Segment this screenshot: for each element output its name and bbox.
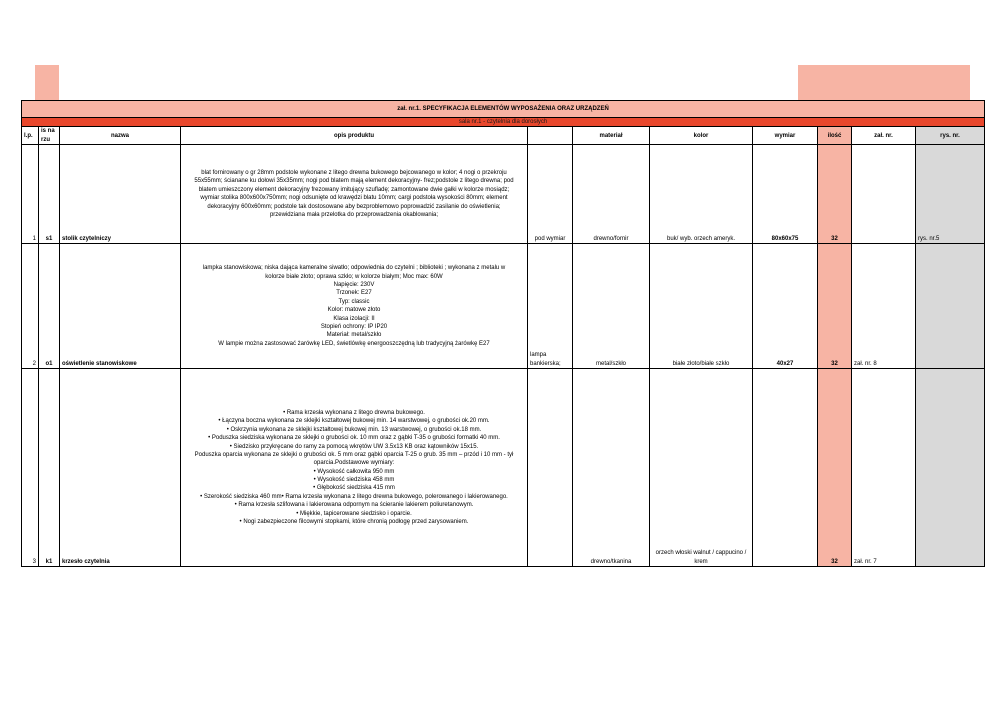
description-line: W lampie można zastosować żarówkę LED, świetlówkę energooszczędną lub tradycyjną żarówkę E27 <box>218 340 490 347</box>
row-dimension <box>753 369 818 567</box>
description-line: kolorze białe złoto; oprawa szkło; w kolorze białym; Moc max: 60W <box>265 273 443 280</box>
description-line: Klasa izolacji: II <box>333 315 375 322</box>
row-symbol: k1 <box>39 369 60 567</box>
row-dimension: 80x60x75 <box>753 145 818 244</box>
description-line: Materiał: metal/szkło <box>326 332 382 339</box>
row-attachment <box>852 145 916 244</box>
row-description <box>181 369 528 567</box>
description-line: • Miękkie, tapicerowane siedzisko i oparcie. <box>296 510 412 517</box>
header-tab-right <box>798 65 970 100</box>
col-header-symbol: is na rzu <box>39 127 60 145</box>
row-drawing: rys. nr.5 <box>916 145 985 244</box>
row-attachment: zał. nr. 7 <box>852 369 916 567</box>
column-header-row <box>22 127 985 145</box>
col-header-drawing: rys. nr. <box>916 127 985 145</box>
row-drawing <box>916 244 985 369</box>
row-name: stolik czytelniczy <box>60 145 181 244</box>
description-line: • Oskrzynia wykonana ze sklejki kształtowej bukowej min. 13 warstwowej, o grubości ok.18 mm. <box>226 426 482 433</box>
description-line: Typ: classic <box>338 298 370 305</box>
description-line: Stopień ochrony: IP IP20 <box>320 323 388 330</box>
row-lp: 1 <box>22 145 39 244</box>
description-line: lampka stanowiskowa; niska dająca kameralne siwatło; odpowiednia do czytelni ; biblioteki ; wykonana z metalu w <box>202 265 506 272</box>
row-color: orzech włoski walnut / cappucino / krem <box>650 369 753 567</box>
row-material: metal/szkło <box>573 244 650 369</box>
description-line: • Wysokość całkowita 950 mm <box>313 468 395 475</box>
description-line: • Siedzisko przykręcane do ramy za pomocą wkrętów UW 3.5x13 KB oraz kątowników 15x15. <box>229 443 479 450</box>
col-header-description: opis produktu <box>181 127 528 145</box>
specification-table <box>21 100 985 567</box>
description-line: Napięcie: 230V <box>333 282 375 288</box>
description-line: • Szerokość siedziska 460 mm• Rama krzesła wykonana z litego drewna bukowego, polerowanego i lakierowanego. <box>200 493 508 500</box>
description-line: oparcia.Podstawowe wymiary: <box>313 460 395 467</box>
section-header: sala nr.1 - czytelnia dla dorosłych <box>22 118 985 127</box>
row-material: drewno/tkanina <box>573 369 650 567</box>
row-dimension: 40x27 <box>753 244 818 369</box>
description-line: • Głębokość siedziska 415 mm <box>313 485 395 492</box>
description-line: 55x55mm; ścianane ku dołowi 35x35mm; nogi pod blatem mają element dekoracyjny- frez;podstole z litego drewna; pod <box>194 178 514 185</box>
header-tab-left <box>35 65 59 100</box>
row-description <box>181 145 528 244</box>
description-line: przewidziana mała przelotka do przeprowadzenia okablowania; <box>269 211 439 218</box>
description-line: blat fornirowany o gr 28mm podstole wykonane z litego drewna bukowego bejcowanego w kolor; 4 nogi o przekroju <box>201 170 507 176</box>
row-note <box>528 369 573 567</box>
row-quantity: 32 <box>818 145 852 244</box>
description-line: • Rama krzesła szlifowana i lakierowana odpornym na ścieranie lakierem poliuretanowym. <box>234 502 474 509</box>
row-material: drewno/fornir <box>573 145 650 244</box>
table-row <box>22 369 985 567</box>
row-description <box>181 244 528 369</box>
row-symbol: o1 <box>39 244 60 369</box>
col-header-name: nazwa <box>60 127 181 145</box>
description-line: Poduszka oparcia wykonana ze sklejki o grubości ok. 5 mm oraz gąbki oparcia T-25 o grub. 35 mm – przód i 10 mm - tył <box>194 451 514 458</box>
document-title: zał. nr.1. SPECYFIKACJA ELEMENTÓW WYPOSAŻENIA ORAZ URZĄDZEŃ <box>22 101 985 118</box>
description-line: • Rama krzesła wykonana z litego drewna bukowego. <box>283 409 425 416</box>
row-name: krzesło czytelnia <box>60 369 181 567</box>
row-symbol: s1 <box>39 145 60 244</box>
description-line: • Łączyna boczna wykonana ze sklejki kształtowej bukowej min. 14 warstwowej, o grubości ok.20 mm. <box>218 418 490 425</box>
description-line: • Poduszka siedziska wykonana ze sklejki o grubości ok. 10 mm oraz z gąbki T-35 o grubości formatki 40 mm. <box>208 435 500 442</box>
col-header-note <box>528 127 573 145</box>
description-line: blatem umieszczony element dekoracyjny frezowany imitujący szufladę; zamontowane dwie gałki w kolorze mosiądz; <box>198 186 510 193</box>
col-header-lp: l.p. <box>22 127 39 145</box>
table-row <box>22 145 985 244</box>
col-header-quantity: ilość <box>818 127 852 145</box>
description-line: Trzonek: E27 <box>336 290 372 297</box>
description-line: • Wysokość siedziska 458 mm <box>313 477 395 484</box>
description-line: • Nogi zabezpieczone filcowymi stopkami, które chronią podłogę przed zarysowaniem. <box>239 519 469 526</box>
row-name: oświetlenie stanowiskowe <box>60 244 181 369</box>
col-header-attachment: zał. nr. <box>852 127 916 145</box>
row-lp: 2 <box>22 244 39 369</box>
table-row <box>22 244 985 369</box>
row-quantity: 32 <box>818 244 852 369</box>
description-line: Kolor: matowe złoto <box>327 307 381 314</box>
row-color: buk/ wyb. orzech ameryk. <box>650 145 753 244</box>
col-header-color: kolor <box>650 127 753 145</box>
row-quantity: 32 <box>818 369 852 567</box>
row-drawing <box>916 369 985 567</box>
description-line: dekoracyjny 600x60mm; podstole tak dostosowane aby bezproblemowo poprowadzić zasilanie do oświetlenia; <box>207 203 501 210</box>
row-attachment: zał. nr. 8 <box>852 244 916 369</box>
row-note: pod wymiar <box>528 145 573 244</box>
col-header-dimension: wymiar <box>753 127 818 145</box>
description-line: wymiar stolika 800x600x750mm; nogi odsunięte od krawędzi blatu 10mm; cargi podstoła wysokości 80mm; element <box>200 195 508 202</box>
col-header-material: materiał <box>573 127 650 145</box>
row-note: lampa bankierska; <box>528 244 573 369</box>
row-lp: 3 <box>22 369 39 567</box>
row-color: białe złoto/białe szkło <box>650 244 753 369</box>
